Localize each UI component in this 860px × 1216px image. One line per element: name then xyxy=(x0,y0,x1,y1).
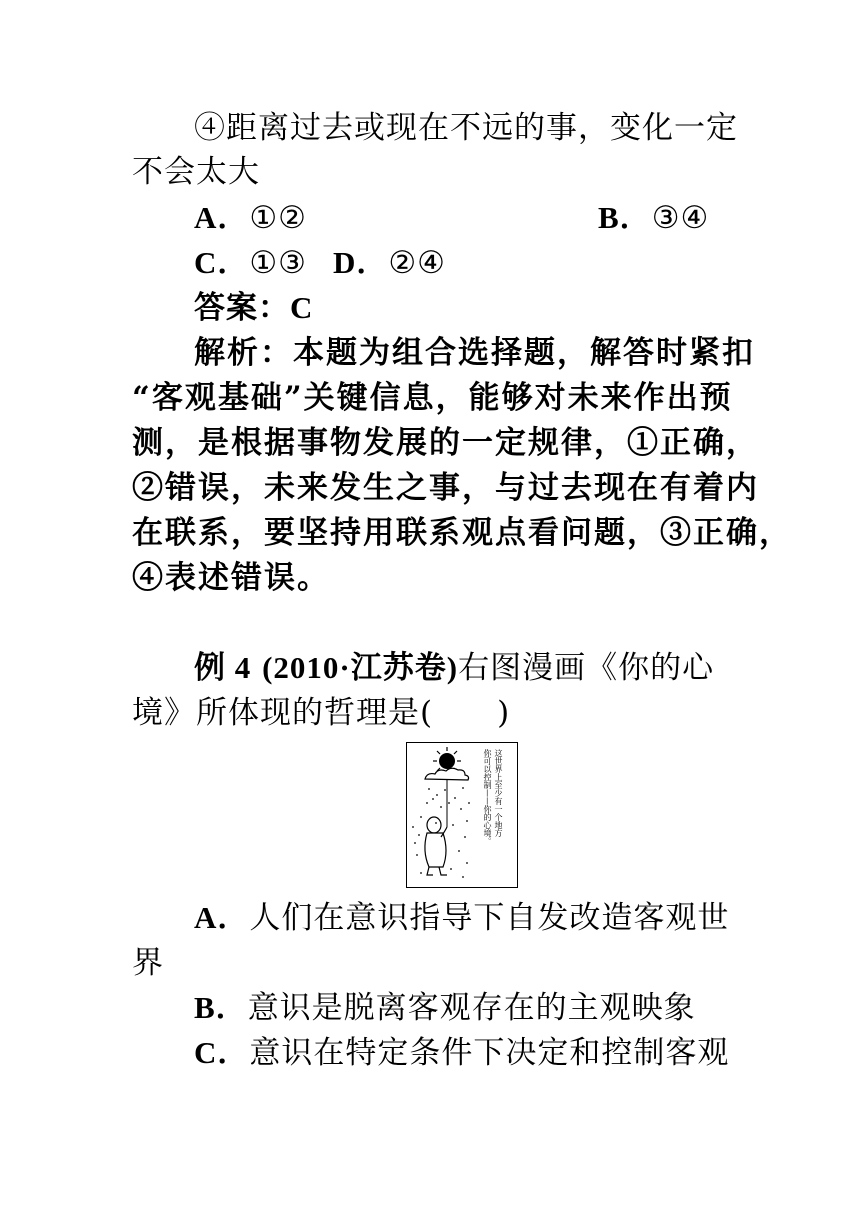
option-b-text: ③④ xyxy=(651,200,710,236)
answer-value: C xyxy=(290,290,314,325)
choice-c-label: C． xyxy=(194,1035,250,1070)
cloud-icon xyxy=(425,768,469,780)
example-label: 例 4 xyxy=(194,650,252,685)
answer-label: 答案： xyxy=(194,290,290,326)
example-source: (2010·江苏卷) xyxy=(262,650,459,685)
choice-a-label: A． xyxy=(194,900,250,935)
options-row-1-b xyxy=(598,196,709,240)
cartoon-your-mood xyxy=(406,742,518,888)
analysis-line-5: 在联系，要坚持用联系观点看问题，③正确， xyxy=(132,515,792,551)
choice-c: C．意识在特定条件下决定和控制客观 xyxy=(194,1035,730,1071)
option-d-label: D． xyxy=(332,245,389,280)
option-c-label: C． xyxy=(194,245,250,280)
analysis-line-2: “客观基础”关键信息，能够对未来作出预 xyxy=(132,380,733,416)
option-d-text: ②④ xyxy=(388,245,446,281)
options-row-1 xyxy=(194,196,307,240)
analysis-line-4: ②错误，未来发生之事，与过去现在有着内 xyxy=(132,470,759,506)
option-4-line-1: ④距离过去或现在不远的事，变化一定 xyxy=(194,110,738,146)
analysis-line-3: 测，是根据事物发展的一定规律，①正确， xyxy=(132,425,759,461)
choice-b: B．意识是脱离客观存在的主观映象 xyxy=(194,990,696,1026)
choice-a-line-2: 界 xyxy=(132,945,164,981)
analysis-label: 解析： xyxy=(194,335,293,371)
option-4-line-2: 不会太大 xyxy=(132,154,260,190)
cartoon-caption-line-1: 这世界上至少有一个地方 xyxy=(494,749,503,837)
example-line-1: 例 4 (2010·江苏卷)右图漫画《你的心 xyxy=(194,650,715,686)
analysis-line-1: 解析：本题为组合选择题，解答时紧扣 xyxy=(194,335,755,371)
analysis-line-6: ④表述错误。 xyxy=(132,560,330,596)
option-a-text: ①② xyxy=(249,200,307,236)
person-figure xyxy=(425,817,447,875)
cartoon-caption-line-2: 你可以控制——你的心境。 xyxy=(483,749,492,845)
answer xyxy=(194,286,313,330)
option-a-label: A． xyxy=(194,200,250,235)
option-c-text: ①③ xyxy=(249,245,307,281)
option-b-label: B． xyxy=(598,200,652,235)
choice-b-label: B． xyxy=(194,990,248,1025)
example-line-2: 境》所体现的哲理是( ) xyxy=(132,695,511,731)
options-row-2 xyxy=(194,241,446,285)
choice-a-line-1: A．人们在意识指导下自发改造客观世 xyxy=(194,900,730,936)
